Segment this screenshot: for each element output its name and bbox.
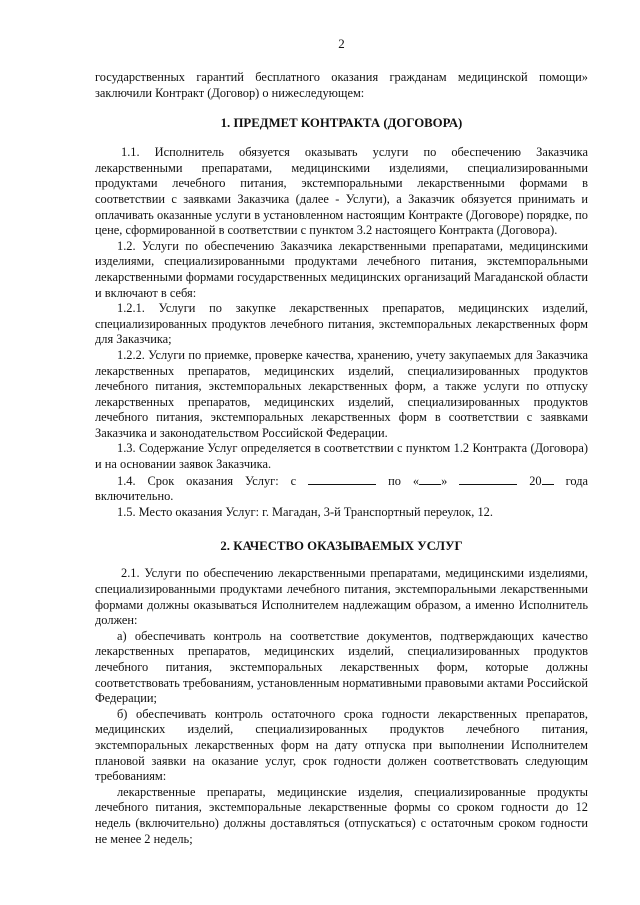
clause-2-1-b: б) обеспечивать контроль остаточного срока годности лекарственных препаратов, медицинских изделий, специализированных продуктов лечебного питания, экстемпоральных лекарственных форм на дату отпуска при выполнении Исполнителем плановой заявки на оказание услуг, срок годности должен соответствовать следующим требованиям:	[95, 706, 588, 784]
section-2-heading: 2. КАЧЕСТВО ОКАЗЫВАЕМЫХ УСЛУГ	[220, 539, 463, 554]
month-blank	[459, 473, 517, 485]
start-date-blank	[308, 473, 376, 485]
clause-1-2: 1.2. Услуги по обеспечению Заказчика лекарственными препаратами, медицинскими изделиями, специализированными продуктами лечебного питания, экстемпоральными лекарственными формами государственных медицинских организаций Магаданской области и включают в себя:	[95, 238, 588, 300]
section-1-heading: 1. ПРЕДМЕТ КОНТРАКТА (ДОГОВОРА)	[220, 116, 463, 131]
clause-1-4-year-word: года	[565, 473, 588, 488]
day-blank	[419, 473, 441, 485]
clause-2-1-b-detail: лекарственные препараты, медицинские изделия, специализированные продукты лечебного питания, экстемпоральные лекарственные формы со сроком годности до 12 недель (включительно) должны доставляться (отпускаться) с остаточным сроком годности не менее 2 недель;	[95, 784, 588, 846]
clause-1-2-1: 1.2.1. Услуги по закупке лекарственных препаратов, медицинских изделий, специализированных продуктов лечебного питания, экстемпоральных лекарственных форм для Заказчика;	[95, 301, 588, 347]
clause-1-4-year-prefix: 20	[529, 473, 542, 488]
clause-1-4-tail: включительно.	[95, 489, 174, 504]
clause-1-2-2: 1.2.2. Услуги по приемке, проверке качества, хранению, учету закупаемых для Заказчика лекарственных препаратов, медицинских изделий, специализированных продуктов лечебного питания, экстемпоральных лекарственных форм, а также услуги по отпуску лекарственных препаратов, медицинских изделий, специализированных продуктов лечебного питания, экстемпоральных лекарственных форм в соответствии с заявками Заказчика и законодательством Российской Федерации.	[95, 347, 588, 440]
intro-paragraph: государственных гарантий бесплатного оказания гражданам медицинской помощи» заключили Контракт (Договор) о нижеследующем:	[95, 70, 588, 100]
clause-1-1: 1.1. Исполнитель обязуется оказывать услуги по обеспечению Заказчика лекарственными препаратами, медицинскими изделиями, специализированными продуктами лечебного питания, экстемпоральными лекарственными формами в соответствии с заявками Заказчика (далее - Услуги), а Заказчик обязуется принимать и оплачивать оказанные услуги в установленном настоящим Контракте (Договоре) порядке, по цене, сформированной в соответствии с пунктом 3.2 настоящего Контракта (Договора).	[95, 145, 588, 238]
clause-2-1-a: а) обеспечивать контроль на соответствие документов, подтверждающих качество лекарственных препаратов, медицинских изделий, специализированных продуктов лечебного питания, экстемпоральных лекарственных форм, которые должны соответствовать требованиям, установленным нормативными правовыми актами Российской Федерации;	[95, 628, 588, 706]
clause-1-3: 1.3. Содержание Услуг определяется в соответствии с пунктом 1.2 Контракта (Договора) и на основании заявок Заказчика.	[95, 441, 588, 472]
clause-1-4-mid: по «	[388, 473, 420, 488]
page-number: 2	[338, 36, 345, 51]
clause-1-4-start: 1.4. Срок оказания Услуг: с	[117, 473, 297, 488]
clause-2-1: 2.1. Услуги по обеспечению лекарственными препаратами, медицинскими изделиями, специализированными продуктами лечебного питания, экстемпоральными лекарственными формами должны оказываться Исполнителем надлежащим образом, а именно Исполнитель должен:	[95, 566, 588, 628]
clause-1-4	[95, 473, 588, 490]
clause-1-4-close-quote: »	[441, 473, 448, 488]
clause-1-5: 1.5. Место оказания Услуг: г. Магадан, 3-й Транспортный переулок, 12.	[117, 504, 493, 519]
year-blank	[542, 473, 554, 485]
